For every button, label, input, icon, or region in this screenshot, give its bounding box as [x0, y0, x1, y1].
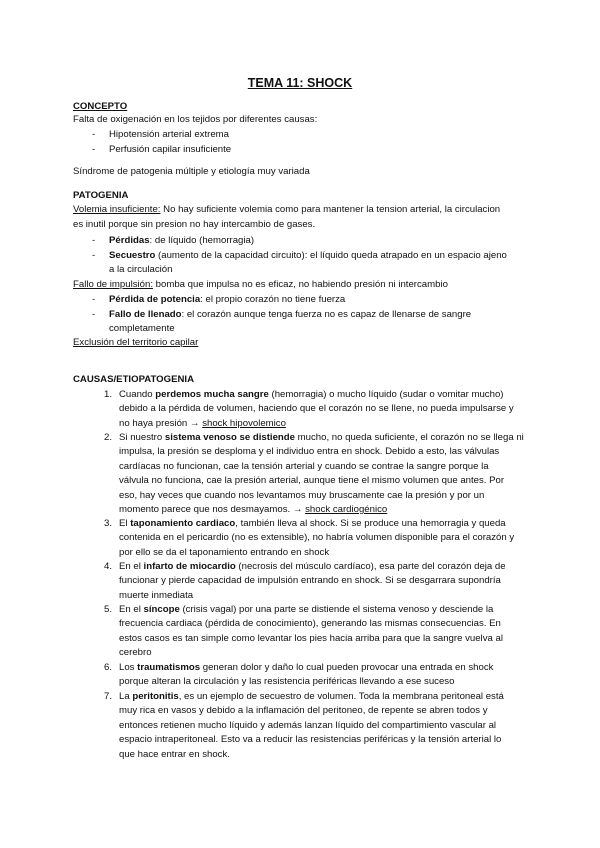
- list-item-line: [119, 418, 286, 430]
- key-term: sistema venoso se distiende: [164, 432, 295, 443]
- fallo-label: Fallo de impulsión:: [73, 279, 153, 290]
- secuestro-line-2: a la circulación: [109, 264, 173, 275]
- list-item-line: [119, 461, 489, 473]
- list-item-line: [119, 446, 499, 458]
- list-item-line: [119, 618, 501, 630]
- secuestro-text: (aumento de la capacidad circuito): el líquido queda atrapado en un espacio ajeno: [155, 250, 507, 261]
- perdidas-text: : de líquido (hemorragia): [149, 235, 255, 246]
- list-item-line: [119, 575, 501, 587]
- llenado-label: Fallo de llenado: [109, 309, 182, 320]
- list-item-text: (necrosis del músculo cardíaco), esa parte del corazón deja de: [235, 561, 506, 572]
- list-item-text: espacio intraperitoneal. Esto va a reducir las resistencias periféricas y la tensión arterial lo: [119, 734, 502, 746]
- list-item-line: [119, 604, 493, 616]
- list-item-line: [119, 647, 152, 659]
- volemia-line-2: es inutil porque sin presion no hay intercambio de gases.: [73, 219, 316, 230]
- list-item-text: porque alteran la circulación y las resistencia periféricas llevando a ese suceso: [119, 676, 455, 688]
- shock-type-label: shock cardiogénico: [305, 504, 388, 515]
- list-item-line: [119, 403, 514, 415]
- llenado-line-1: [109, 309, 471, 321]
- bullet-dash: -: [92, 144, 96, 155]
- list-number: 4.: [103, 561, 112, 572]
- list-item-text: , también lleva al shock. Si se produce una hemorragia y queda: [235, 518, 506, 529]
- list-item-line: [119, 590, 193, 602]
- list-item-line: [119, 662, 493, 674]
- list-item-text: contenida en el pericardio (no es extensible), no habría volumen disponible para el corazón y: [119, 532, 515, 544]
- list-item-line: [119, 734, 501, 746]
- list-item-text: muy rica en vasos y debido a la inflamación del peritoneo, de repente se abren todos y: [119, 705, 488, 717]
- list-item-line: [119, 749, 230, 761]
- list-item-text: impulsa, la presión se desploma y el individuo entra en shock. Debido a esto, las válvulas: [119, 446, 500, 458]
- key-term: traumatismos: [137, 662, 201, 673]
- list-item-text: (hemorragia) o mucho líquido (sudar o vomitar mucho): [268, 389, 504, 400]
- list-item-text: En el: [119, 561, 144, 572]
- list-item-text: por ello se da el taponamiento entrando en shock: [119, 546, 330, 558]
- list-number: 5.: [103, 604, 112, 615]
- key-term: taponamiento cardiaco: [130, 518, 236, 529]
- bullet-dash: -: [92, 250, 96, 261]
- list-item-text: La: [119, 691, 133, 702]
- key-term: perdemos mucha sangre: [155, 389, 269, 400]
- fallo-text: bomba que impulsa no es eficaz, no habiendo presión ni intercambio: [153, 279, 448, 290]
- concepto-syndrome: Síndrome de patogenia múltiple y etiología muy variada: [73, 166, 310, 177]
- llenado-line-2: completamente: [109, 323, 175, 334]
- list-item-line: [119, 691, 504, 703]
- list-item-text: En el: [119, 604, 144, 615]
- list-item-text: momento parece que nos desmayamos. →: [119, 504, 306, 515]
- list-item-text: cardíacas no funcionan, cae la tensión arterial y cuando se contrae la sangre porque la: [119, 460, 489, 472]
- page-title: TEMA 11: SHOCK: [247, 76, 353, 90]
- shock-type-label: shock hipovolemico: [202, 417, 286, 429]
- list-item-text: funcionar y pierde capacidad de impulsión entrando en shock. Si se desgarrara supondría: [119, 575, 501, 587]
- secuestro-line-1: [109, 250, 507, 262]
- concepto-bullet-2: Perfusión capilar insuficiente: [109, 144, 232, 155]
- fallo-impulsion-line: [73, 279, 448, 291]
- list-item-text: entonces retienen mucho líquido y además lanzan líquido del compartimiento vascular al: [119, 719, 497, 731]
- secuestro-label: Secuestro: [109, 250, 156, 261]
- bullet-dash: -: [92, 129, 96, 140]
- perdidas-line: [109, 235, 254, 247]
- causas-heading: CAUSAS/ETIOPATOGENIA: [73, 374, 194, 385]
- list-number: 1.: [103, 389, 112, 400]
- list-item-line: [119, 547, 329, 559]
- concepto-intro: Falta de oxigenación en los tejidos por diferentes causas:: [73, 114, 318, 125]
- list-item-line: [119, 720, 496, 732]
- list-item-text: El: [119, 518, 131, 529]
- list-item-line: [119, 432, 524, 444]
- potencia-label: Pérdida de potencia: [109, 294, 201, 305]
- volemia-line-1: [73, 204, 500, 216]
- bullet-dash: -: [92, 294, 96, 305]
- perdidas-label: Pérdidas: [109, 235, 150, 246]
- list-number: 3.: [103, 518, 112, 529]
- list-number: 6.: [103, 662, 112, 673]
- list-item-text: Cuando: [119, 389, 156, 400]
- list-item-text: válvula no funciona, cae la presión arterial, aunque tiene el mismo volumen que antes. Por: [119, 475, 505, 487]
- list-item-text: Los: [119, 662, 138, 673]
- concepto-heading: CONCEPTO: [73, 101, 128, 112]
- list-item-line: [119, 490, 484, 502]
- list-item-text: que hace entrar en shock.: [119, 748, 230, 760]
- list-item-text: generan dolor y daño lo cual pueden provocar una entrada en shock: [200, 662, 494, 673]
- list-item-line: [119, 705, 488, 717]
- list-number: 2.: [103, 432, 112, 443]
- list-item-text: (crisis vagal) por una parte se distiende el sistema venoso y desciende la: [179, 604, 494, 615]
- list-number: 7.: [103, 691, 112, 702]
- list-item-text: frecuencia cardiaca (pérdida de conocimiento), generando las mismas consecuencias. En: [119, 618, 501, 630]
- list-item-line: [119, 475, 504, 487]
- list-item-line: [119, 676, 454, 688]
- key-term: infarto de miocardio: [143, 561, 236, 572]
- list-item-line: [119, 504, 387, 516]
- concepto-bullet-1: Hipotensión arterial extrema: [109, 129, 229, 140]
- list-item-line: [119, 561, 506, 573]
- potencia-line: [109, 294, 345, 306]
- list-item-line: [119, 518, 506, 530]
- potencia-text: : el propio corazón no tiene fuerza: [200, 294, 346, 305]
- bullet-dash: -: [92, 235, 96, 246]
- volemia-text: No hay suficiente volemia como para mantener la tension arterial, la circulacion: [160, 204, 501, 215]
- list-item-text: , es un ejemplo de secuestro de volumen. Toda la membrana peritoneal está: [178, 691, 504, 702]
- llenado-text: : el corazón aunque tenga fuerza no es capaz de llenarse de sangre: [181, 309, 472, 320]
- bullet-dash: -: [92, 309, 96, 320]
- exclusion-line: Exclusión del territorio capilar: [73, 337, 199, 348]
- list-item-text: estos casos es tan simple como levantar los pies hacia arriba para que la sangre vuelva al: [119, 632, 503, 644]
- volemia-label: Volemia insuficiente:: [73, 204, 161, 215]
- list-item-line: [119, 633, 503, 645]
- list-item-text: debido a la pérdida de volumen, haciendo que el corazón no se llene, no pueda impulsarse y: [119, 403, 514, 415]
- key-term: peritonitis: [132, 691, 179, 702]
- list-item-line: [119, 532, 514, 544]
- list-item-text: Si nuestro: [119, 432, 165, 443]
- list-item-line: [119, 389, 503, 401]
- patogenia-heading: PATOGENIA: [73, 190, 129, 201]
- list-item-text: eso, hay veces que cuando nos levantamos muy bruscamente cae la presión y por un: [119, 489, 485, 501]
- list-item-text: cerebro: [119, 647, 152, 659]
- list-item-text: mucho, no queda suficiente, el corazón no se llega ni: [294, 432, 524, 443]
- key-term: síncope: [143, 604, 180, 615]
- list-item-text: muerte inmediata: [119, 589, 194, 601]
- list-item-text: no haya presión →: [119, 417, 203, 429]
